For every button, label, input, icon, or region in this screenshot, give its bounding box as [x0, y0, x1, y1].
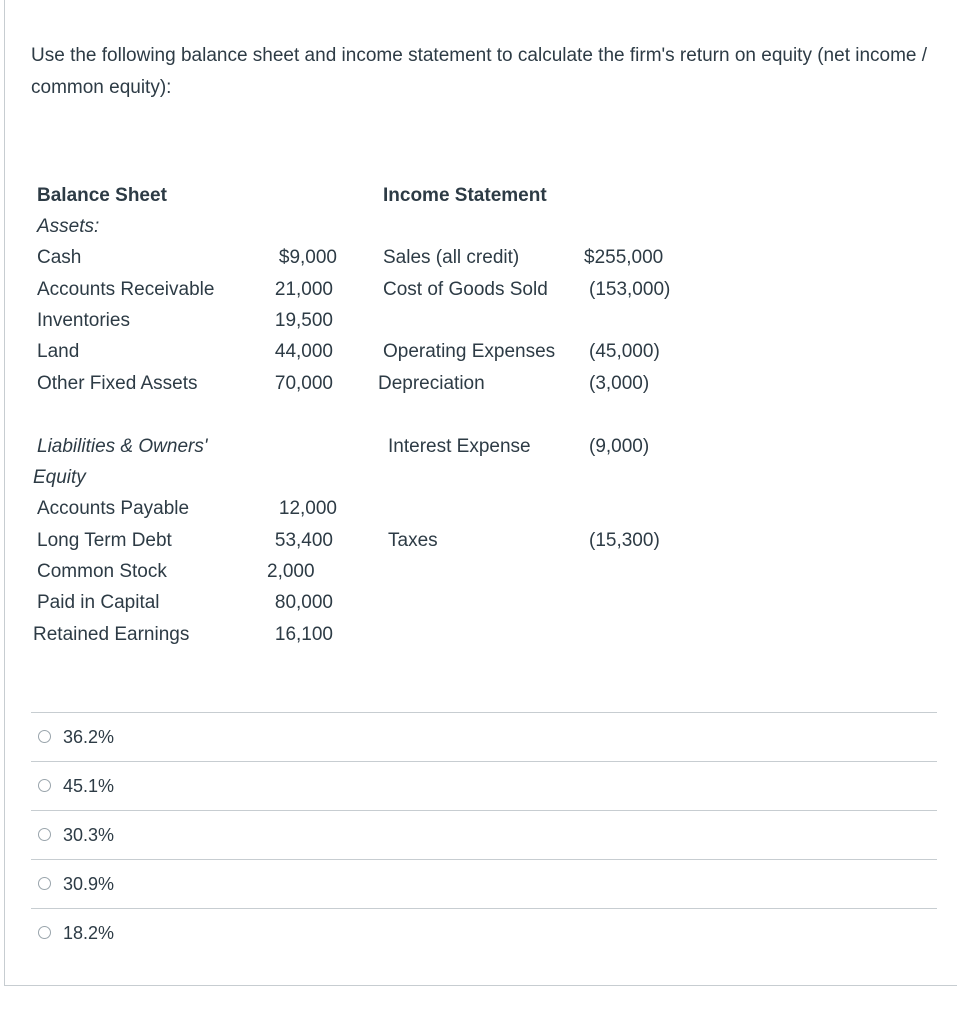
- liability-value-long-term-debt: 53,400: [274, 530, 333, 551]
- income-statement-title: Income Statement: [383, 185, 547, 206]
- answer-option[interactable]: [31, 712, 937, 761]
- liability-label-common-stock: Common Stock: [37, 561, 167, 582]
- answer-label: 36.2%: [63, 727, 115, 747]
- liability-label-paid-in-capital: Paid in Capital: [37, 592, 160, 613]
- income-value-depreciation: (3,000): [589, 373, 650, 394]
- answer-label: 30.9%: [63, 874, 115, 894]
- income-value-cogs: (153,000): [589, 279, 671, 300]
- answer-label: 45.1%: [63, 776, 115, 796]
- liability-label-long-term-debt: Long Term Debt: [37, 530, 172, 551]
- liabilities-heading: Liabilities & Owners': [37, 436, 208, 457]
- liability-value-paid-in-capital: 80,000: [274, 592, 333, 613]
- asset-label-accounts-receivable: Accounts Receivable: [37, 279, 215, 300]
- radio-button[interactable]: [38, 730, 51, 743]
- liability-label-accounts-payable: Accounts Payable: [37, 498, 190, 519]
- income-label-taxes: Taxes: [388, 530, 438, 551]
- question-prompt: Use the following balance sheet and income statement to calculate the firm's return on equity (net income / common equity):: [31, 45, 928, 98]
- asset-label-other-fixed-assets: Other Fixed Assets: [37, 373, 198, 394]
- answer-option[interactable]: [31, 908, 937, 957]
- asset-value-cash: $9,000: [278, 247, 337, 268]
- liability-value-retained-earnings: 16,100: [274, 624, 333, 645]
- income-label-interest-expense: Interest Expense: [388, 436, 531, 457]
- radio-button[interactable]: [38, 779, 51, 792]
- asset-label-cash: Cash: [37, 247, 82, 268]
- income-label-depreciation: Depreciation: [378, 373, 485, 394]
- asset-label-land: Land: [37, 341, 80, 362]
- income-label-operating-expenses: Operating Expenses: [383, 341, 556, 362]
- answer-option[interactable]: [31, 859, 937, 908]
- asset-value-inventories: 19,500: [274, 310, 333, 331]
- assets-heading: Assets:: [37, 216, 100, 237]
- liability-value-common-stock: 2,000: [267, 561, 315, 582]
- asset-value-other-fixed-assets: 70,000: [274, 373, 333, 394]
- income-value-interest-expense: (9,000): [589, 436, 650, 457]
- liability-value-accounts-payable: 12,000: [278, 498, 337, 519]
- income-value-taxes: (15,300): [589, 530, 660, 551]
- liability-label-retained-earnings: Retained Earnings: [33, 624, 190, 645]
- answer-list: [31, 712, 937, 957]
- answer-label: 18.2%: [63, 923, 115, 943]
- asset-label-inventories: Inventories: [37, 310, 130, 331]
- asset-value-accounts-receivable: 21,000: [274, 279, 333, 300]
- income-value-sales: $255,000: [584, 247, 664, 268]
- asset-value-land: 44,000: [274, 341, 333, 362]
- radio-button[interactable]: [38, 926, 51, 939]
- income-value-operating-expenses: (45,000): [589, 341, 660, 362]
- radio-button[interactable]: [38, 828, 51, 841]
- answer-option[interactable]: [31, 810, 937, 859]
- answer-option[interactable]: [31, 761, 937, 810]
- answer-label: 30.3%: [63, 825, 115, 845]
- income-label-sales: Sales (all credit): [383, 247, 520, 268]
- liabilities-heading-equity: Equity: [33, 467, 86, 488]
- radio-button[interactable]: [38, 877, 51, 890]
- income-label-cogs: Cost of Goods Sold: [383, 279, 548, 300]
- balance-sheet-title: Balance Sheet: [37, 185, 167, 206]
